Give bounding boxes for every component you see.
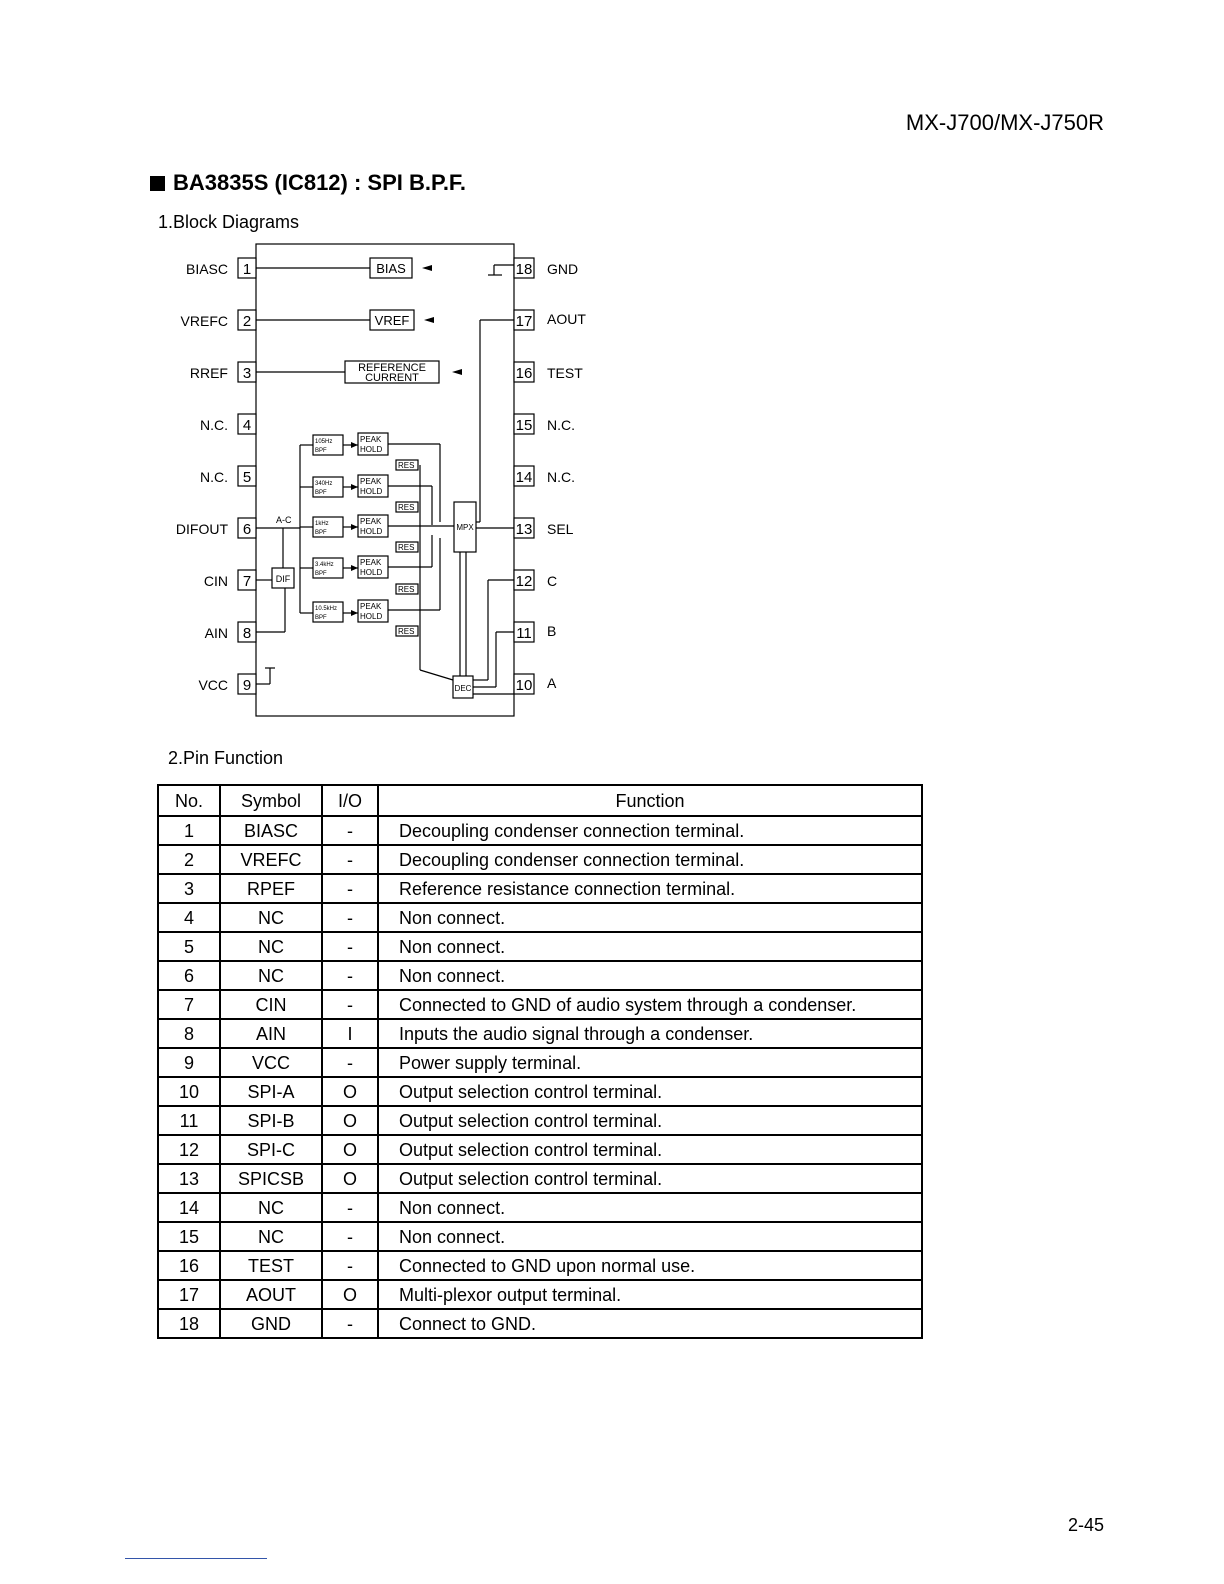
hold-label: HOLD xyxy=(360,487,383,496)
table-row xyxy=(158,1309,922,1338)
pin-name: TEST xyxy=(547,365,583,381)
cell-function: Non connect. xyxy=(378,961,922,990)
pin-name: RREF xyxy=(189,365,228,381)
ref-current-label-1: REFERENCE xyxy=(358,362,426,374)
cell-function: Output selection control terminal. xyxy=(378,1135,922,1164)
cell-function: Reference resistance connection terminal. xyxy=(378,874,922,903)
pin-number: 16 xyxy=(515,365,533,382)
vref-label: VREF xyxy=(374,313,410,328)
pin-name: VREFC xyxy=(180,313,228,329)
table-row xyxy=(158,874,922,903)
pin-name: N.C. xyxy=(200,469,228,485)
cell-symbol: CIN xyxy=(220,990,322,1019)
pin-function-heading: 2.Pin Function xyxy=(168,748,284,768)
peak-label: PEAK xyxy=(360,477,382,486)
cell-symbol: NC xyxy=(220,961,322,990)
cell-symbol: SPI-C xyxy=(220,1135,322,1164)
mpx-label: MPX xyxy=(456,523,474,532)
pin-name: VCC xyxy=(198,677,228,693)
filter-bpf: BPF xyxy=(315,530,327,536)
pin-number: 9 xyxy=(242,677,252,694)
cell-function: Power supply terminal. xyxy=(378,1048,922,1077)
hold-label: HOLD xyxy=(360,527,383,536)
cell-io: - xyxy=(322,816,378,845)
dif-label: DIF xyxy=(275,574,291,584)
pin-number: 14 xyxy=(515,469,533,486)
hold-label: HOLD xyxy=(360,612,383,621)
table-header-row xyxy=(158,785,922,816)
cell-symbol: VCC xyxy=(220,1048,322,1077)
cell-symbol: SPI-A xyxy=(220,1077,322,1106)
cell-function: Multi-plexor output terminal. xyxy=(378,1280,922,1309)
cell-function: Decoupling condenser connection terminal. xyxy=(378,816,922,845)
res-label: RES xyxy=(398,543,415,552)
filter-freq: 10.5kHz xyxy=(315,606,338,612)
cell-io: - xyxy=(322,961,378,990)
peak-label: PEAK xyxy=(360,558,382,567)
pin-name: C xyxy=(547,573,558,589)
table-row xyxy=(158,1048,922,1077)
peak-label: PEAK xyxy=(360,517,382,526)
cell-io: O xyxy=(322,1135,378,1164)
filter-bpf: BPF xyxy=(315,615,327,621)
pin-name: B xyxy=(547,623,557,639)
pin-number: 17 xyxy=(515,313,533,330)
pin-number: 12 xyxy=(515,573,533,590)
dec-label: DEC xyxy=(454,684,472,693)
pin-number: 13 xyxy=(515,521,533,538)
table-row xyxy=(158,816,922,845)
cell-io: O xyxy=(322,1280,378,1309)
cell-symbol: GND xyxy=(220,1309,322,1338)
cell-symbol: RPEF xyxy=(220,874,322,903)
model-number: MX-J700/MX-J750R xyxy=(905,110,1104,135)
pin-number: 15 xyxy=(515,417,533,434)
cell-function: Non connect. xyxy=(378,1222,922,1251)
cell-io: - xyxy=(322,932,378,961)
table-row xyxy=(158,1135,922,1164)
cell-no: 8 xyxy=(158,1019,220,1048)
cell-function: Decoupling condenser connection terminal. xyxy=(378,845,922,874)
cell-symbol: AOUT xyxy=(220,1280,322,1309)
filter-freq: 340Hz xyxy=(315,481,333,487)
footer-rule xyxy=(125,1558,267,1559)
cell-io: - xyxy=(322,1193,378,1222)
block-diagram-heading: 1.Block Diagrams xyxy=(158,212,300,232)
pin-name: A xyxy=(547,675,557,691)
res-label: RES xyxy=(398,503,415,512)
cell-no: 7 xyxy=(158,990,220,1019)
table-row xyxy=(158,845,922,874)
pin-function-table xyxy=(157,784,923,1339)
cell-function: Inputs the audio signal through a condenser. xyxy=(378,1019,922,1048)
pin-number: 11 xyxy=(516,625,532,642)
cell-function: Connected to GND of audio system through a condenser. xyxy=(378,990,922,1019)
cell-symbol: NC xyxy=(220,903,322,932)
cell-symbol: AIN xyxy=(220,1019,322,1048)
col-header-io: I/O xyxy=(322,785,378,816)
pin-name: GND xyxy=(547,261,579,277)
pin-name: N.C. xyxy=(200,417,228,433)
pin-number: 3 xyxy=(242,365,252,382)
cell-io: - xyxy=(322,1222,378,1251)
pin-number: 8 xyxy=(242,625,252,642)
pin-name: DIFOUT xyxy=(175,521,228,537)
cell-function: Output selection control terminal. xyxy=(378,1164,922,1193)
cell-no: 16 xyxy=(158,1251,220,1280)
res-label: RES xyxy=(398,461,415,470)
table-row xyxy=(158,1193,922,1222)
cell-io: - xyxy=(322,1251,378,1280)
filter-bpf: BPF xyxy=(315,571,327,577)
cell-no: 3 xyxy=(158,874,220,903)
pin-name: AIN xyxy=(204,625,228,641)
cell-no: 12 xyxy=(158,1135,220,1164)
cell-symbol: TEST xyxy=(220,1251,322,1280)
cell-no: 5 xyxy=(158,932,220,961)
pin-number: 18 xyxy=(515,261,533,278)
res-label: RES xyxy=(398,585,415,594)
cell-no: 17 xyxy=(158,1280,220,1309)
cell-io: - xyxy=(322,845,378,874)
table-row xyxy=(158,1280,922,1309)
cell-io: I xyxy=(322,1019,378,1048)
table-row xyxy=(158,961,922,990)
cell-io: - xyxy=(322,874,378,903)
hold-label: HOLD xyxy=(360,568,383,577)
cell-function: Connected to GND upon normal use. xyxy=(378,1251,922,1280)
filter-bpf: BPF xyxy=(315,448,327,454)
cell-symbol: NC xyxy=(220,1193,322,1222)
col-header-no: No. xyxy=(158,785,220,816)
cell-no: 18 xyxy=(158,1309,220,1338)
cell-io: O xyxy=(322,1164,378,1193)
cell-no: 11 xyxy=(158,1106,220,1135)
pin-number: 2 xyxy=(242,313,252,330)
table-row xyxy=(158,1077,922,1106)
pin-name: N.C. xyxy=(547,417,575,433)
page-number: 2-45 xyxy=(1067,1515,1104,1535)
pin-number: 7 xyxy=(242,573,252,590)
cell-symbol: BIASC xyxy=(220,816,322,845)
cell-function: Output selection control terminal. xyxy=(378,1106,922,1135)
cell-no: 9 xyxy=(158,1048,220,1077)
pin-name: AOUT xyxy=(547,311,586,327)
hold-label: HOLD xyxy=(360,445,383,454)
cell-io: - xyxy=(322,990,378,1019)
cell-symbol: NC xyxy=(220,932,322,961)
cell-symbol: VREFC xyxy=(220,845,322,874)
cell-function: Non connect. xyxy=(378,1193,922,1222)
pin-number: 4 xyxy=(242,417,252,434)
cell-io: - xyxy=(322,903,378,932)
filter-bpf: BPF xyxy=(315,490,327,496)
pin-name: SEL xyxy=(547,521,574,537)
cell-symbol: SPI-B xyxy=(220,1106,322,1135)
pin-name: N.C. xyxy=(547,469,575,485)
bullet-square-icon xyxy=(150,176,165,191)
filter-stage-5 xyxy=(300,538,440,636)
filter-freq: 105Hz xyxy=(315,439,333,445)
cell-io: - xyxy=(322,1048,378,1077)
table-row xyxy=(158,1106,922,1135)
table-row xyxy=(158,903,922,932)
cell-no: 14 xyxy=(158,1193,220,1222)
cell-function: Non connect. xyxy=(378,903,922,932)
peak-label: PEAK xyxy=(360,435,382,444)
cell-function: Non connect. xyxy=(378,932,922,961)
pin-number: 5 xyxy=(242,469,252,486)
cell-no: 4 xyxy=(158,903,220,932)
filter-freq: 1kHz xyxy=(315,521,329,527)
table-row xyxy=(158,1222,922,1251)
pin-number: 1 xyxy=(242,261,252,278)
cell-io: - xyxy=(322,1309,378,1338)
cell-function: Output selection control terminal. xyxy=(378,1077,922,1106)
ac-label: A-C xyxy=(276,515,292,525)
table-row xyxy=(158,932,922,961)
cell-io: O xyxy=(322,1106,378,1135)
cell-no: 10 xyxy=(158,1077,220,1106)
pin-name: CIN xyxy=(203,573,228,589)
cell-no: 6 xyxy=(158,961,220,990)
cell-function: Connect to GND. xyxy=(378,1309,922,1338)
pin-name: BIASC xyxy=(185,261,228,277)
bias-label: BIAS xyxy=(376,261,406,276)
table-row xyxy=(158,1019,922,1048)
table-row xyxy=(158,1164,922,1193)
section-title-text: BA3835S (IC812) : SPI B.P.F. xyxy=(173,170,467,195)
cell-no: 15 xyxy=(158,1222,220,1251)
cell-no: 2 xyxy=(158,845,220,874)
cell-symbol: NC xyxy=(220,1222,322,1251)
cell-no: 1 xyxy=(158,816,220,845)
cell-io: O xyxy=(322,1077,378,1106)
filter-freq: 3.4kHz xyxy=(315,562,334,568)
col-header-symbol: Symbol xyxy=(220,785,322,816)
res-label: RES xyxy=(398,627,415,636)
section-title xyxy=(150,170,466,196)
ref-current-label-2: CURRENT xyxy=(365,372,419,384)
cell-symbol: SPICSB xyxy=(220,1164,322,1193)
pin-number: 10 xyxy=(515,677,533,694)
table-row xyxy=(158,990,922,1019)
table-row xyxy=(158,1251,922,1280)
peak-label: PEAK xyxy=(360,602,382,611)
col-header-function: Function xyxy=(378,785,922,816)
pin-number: 6 xyxy=(242,521,252,538)
cell-no: 13 xyxy=(158,1164,220,1193)
block-diagram xyxy=(170,240,610,720)
